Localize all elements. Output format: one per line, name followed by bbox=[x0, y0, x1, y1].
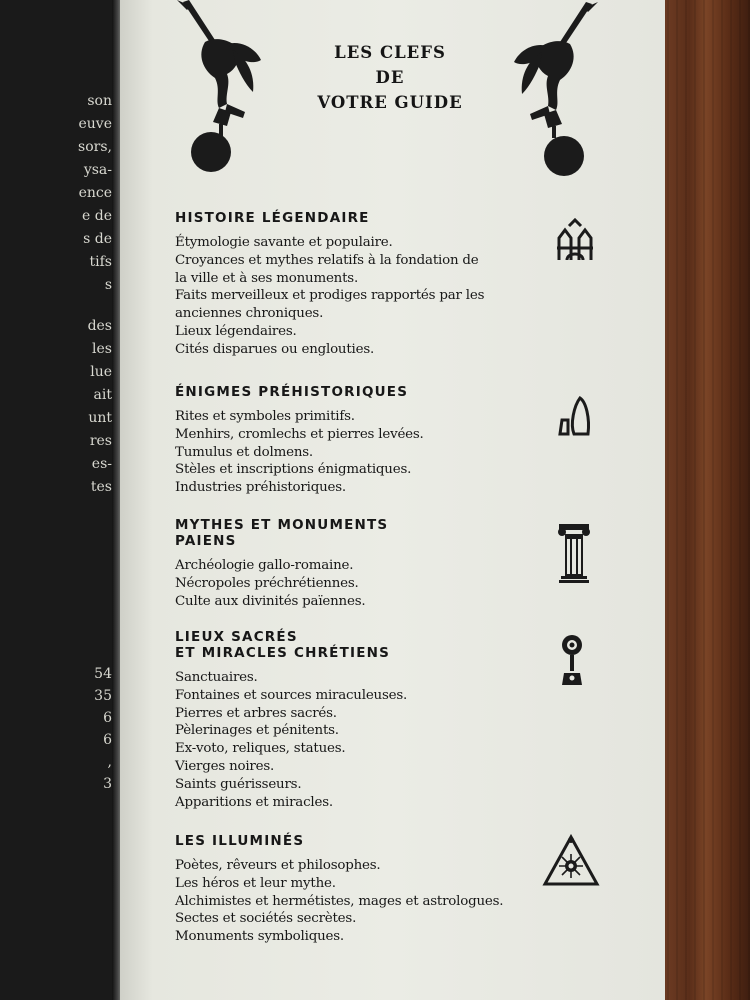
list-item: Pierres et arbres sacrés. bbox=[175, 705, 337, 721]
left-page-fragment: e de bbox=[82, 208, 112, 224]
section-items bbox=[175, 857, 520, 946]
left-page-fragment: ait bbox=[93, 387, 112, 403]
left-page-fragment: son bbox=[87, 93, 112, 109]
guide-page bbox=[120, 0, 665, 1000]
list-item: la ville et à ses monuments. bbox=[175, 270, 359, 286]
left-page-fragment: euve bbox=[78, 116, 112, 132]
castle-bridge-icon bbox=[555, 218, 595, 262]
section-title-line: PAIENS bbox=[175, 533, 237, 549]
left-page-fragment: s bbox=[104, 277, 112, 293]
list-item: Lieux légendaires. bbox=[175, 323, 297, 339]
left-page-fragment: sors, bbox=[78, 139, 112, 155]
section-title-line: MYTHES ET MONUMENTS bbox=[175, 517, 389, 533]
list-item: Ex-voto, reliques, statues. bbox=[175, 741, 346, 757]
ionic-column-icon bbox=[557, 520, 591, 584]
all-seeing-eye-triangle-icon bbox=[542, 834, 600, 888]
monstrance-icon bbox=[558, 633, 586, 691]
list-item: anciennes chroniques. bbox=[175, 306, 324, 322]
list-item: Sectes et sociétés secrètes. bbox=[175, 911, 357, 927]
trumpeting-angel-left-icon bbox=[175, 0, 270, 178]
guide-title-line: VOTRE GUIDE bbox=[317, 93, 463, 112]
section-title bbox=[175, 210, 520, 226]
guide-title-line: DE bbox=[375, 68, 405, 87]
section-title-line: HISTOIRE LÉGENDAIRE bbox=[175, 210, 370, 226]
list-item: Nécropoles préchrétiennes. bbox=[175, 575, 359, 591]
list-item: Archéologie gallo-romaine. bbox=[175, 558, 354, 573]
section-title-line: LES ILLUMINÉS bbox=[175, 833, 305, 849]
list-item: Stèles et inscriptions énigmatiques. bbox=[175, 462, 412, 478]
list-item: Industries préhistoriques. bbox=[175, 480, 346, 496]
list-item: Faits merveilleux et prodiges rapportés par les bbox=[175, 288, 485, 304]
list-item: Sanctuaires. bbox=[175, 670, 258, 685]
list-item: Pèlerinages et pénitents. bbox=[175, 723, 339, 739]
list-item: Culte aux divinités païennes. bbox=[175, 593, 366, 609]
section-enigmes-prehistoriques bbox=[175, 384, 520, 497]
guide-title bbox=[310, 40, 470, 115]
section-lieux-sacres bbox=[175, 629, 520, 811]
left-page-fragment: 3 bbox=[103, 776, 112, 792]
guide-title-line: LES CLEFS bbox=[334, 43, 446, 62]
list-item: Apparitions et miracles. bbox=[175, 794, 333, 810]
standing-stones-icon bbox=[556, 394, 594, 438]
list-item: Fontaines et sources miraculeuses. bbox=[175, 687, 408, 703]
left-page-fragment: s de bbox=[83, 231, 112, 247]
left-page-fragment: tes bbox=[90, 479, 112, 495]
left-page-fragment: unt bbox=[88, 410, 112, 426]
section-title-line: ET MIRACLES CHRÉTIENS bbox=[175, 645, 391, 661]
section-items bbox=[175, 669, 520, 811]
section-title bbox=[175, 833, 520, 849]
left-page-fragment: ence bbox=[78, 185, 112, 201]
section-title bbox=[175, 517, 520, 549]
trumpeting-angel-right-icon bbox=[505, 0, 600, 180]
left-page-fragment: 54 bbox=[94, 666, 112, 682]
list-item: Poètes, rêveurs et philosophes. bbox=[175, 858, 381, 873]
section-les-illumines bbox=[175, 833, 520, 946]
section-histoire-legendaire bbox=[175, 210, 520, 359]
section-items bbox=[175, 234, 520, 359]
list-item: Monuments symboliques. bbox=[175, 929, 344, 945]
left-page-fragment: es- bbox=[91, 456, 112, 472]
left-page-fragment: tifs bbox=[89, 254, 112, 270]
section-items bbox=[175, 408, 520, 497]
list-item: Cités disparues ou englouties. bbox=[175, 341, 375, 357]
section-title bbox=[175, 384, 520, 400]
list-item: Vierges noires. bbox=[175, 758, 275, 774]
left-page-fragment: 35 bbox=[94, 688, 112, 704]
section-title-line: ÉNIGMES PRÉHISTORIQUES bbox=[175, 384, 409, 400]
left-page-fragment: ysa- bbox=[83, 162, 112, 178]
list-item: Les héros et leur mythe. bbox=[175, 875, 336, 891]
left-page bbox=[0, 0, 118, 1000]
list-item: Étymologie savante et populaire. bbox=[175, 235, 393, 250]
list-item: Tumulus et dolmens. bbox=[175, 444, 313, 460]
list-item: Rites et symboles primitifs. bbox=[175, 409, 355, 424]
section-title-line: LIEUX SACRÉS bbox=[175, 629, 298, 645]
left-page-fragment: , bbox=[107, 754, 112, 770]
left-page-fragment: 6 bbox=[103, 732, 112, 748]
section-mythes-monuments-paiens bbox=[175, 517, 520, 610]
section-title bbox=[175, 629, 520, 661]
list-item: Menhirs, cromlechs et pierres levées. bbox=[175, 426, 424, 442]
section-items bbox=[175, 557, 520, 610]
list-item: Croyances et mythes relatifs à la fondation de bbox=[175, 252, 479, 268]
left-page-fragment: res bbox=[89, 433, 112, 449]
left-page-fragment: lue bbox=[90, 364, 112, 380]
list-item: Saints guérisseurs. bbox=[175, 776, 302, 792]
left-page-fragment: les bbox=[92, 341, 112, 357]
left-page-fragment: 6 bbox=[103, 710, 112, 726]
list-item: Alchimistes et hermétistes, mages et astrologues. bbox=[175, 893, 504, 909]
left-page-fragment: des bbox=[87, 318, 112, 334]
